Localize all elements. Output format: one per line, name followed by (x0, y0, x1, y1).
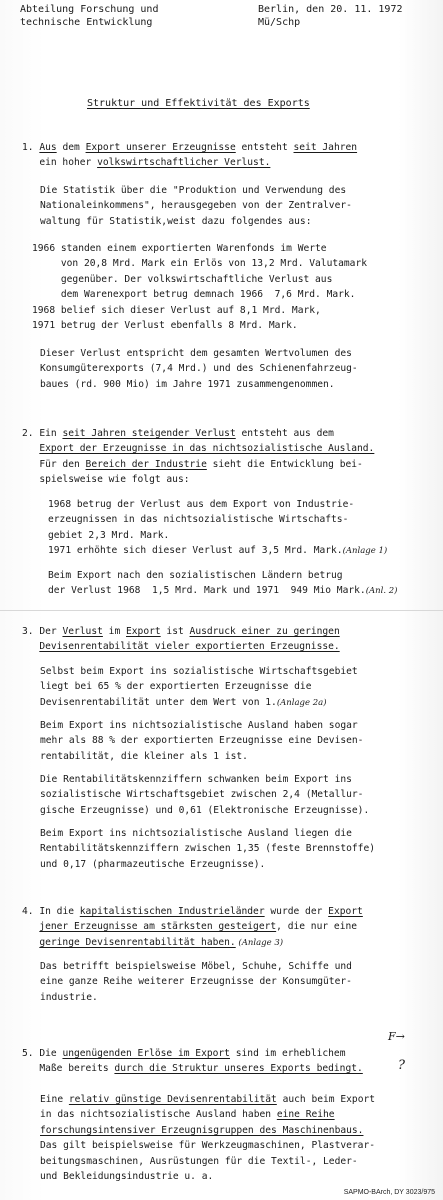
section-number: 2. (22, 428, 34, 439)
text-line: 1968 belief sich dieser Verlust auf 8,1 Mrd. Mark, (32, 304, 321, 316)
section-3-paragraph (40, 772, 369, 818)
text-line: 1971 erhöhte sich dieser Verlust auf 3,5 Mrd. Mark. (48, 545, 343, 557)
date-header (258, 4, 403, 29)
text-underlined: eine Reihe (276, 1109, 335, 1121)
heading-underlined: jener Erzeugnisse am stärksten gesteigert (39, 921, 277, 933)
text-line: Eine (40, 1094, 69, 1105)
text-line: der Verlust 1968 1,5 Mrd. Mark und 1971 949 Mio Mark. (48, 585, 366, 597)
text-line: mehr als 88 % der exportierten Erzeugnisse eine Devisen- (40, 735, 364, 747)
text-line: und 0,17 (pharmazeutische Erzeugnisse). (40, 858, 266, 870)
department-line: Abteilung Forschung und (20, 4, 159, 15)
text-line: erzeugnissen in das nichtsozialistische Wirtschafts- (48, 514, 349, 526)
text-line: gebiet 2,3 Mrd. Mark. (48, 529, 170, 541)
section-3-paragraph (40, 826, 375, 872)
section-2-heading (22, 426, 374, 488)
handwritten-annotation: (Anlage 1) (342, 546, 388, 557)
text-line: und Bekleidungsindustrie u. a. (40, 1171, 214, 1183)
text-underlined: forschungsintensiver Erzeugnisgruppen des Maschinenbaus. (40, 1124, 364, 1136)
text-line: industrie. (40, 991, 98, 1003)
heading-text: sind im erheblichem (229, 1048, 346, 1059)
heading-text: dem (56, 142, 86, 153)
heading-underlined: geringe Devisenrentabilität haben. (39, 936, 236, 948)
text-line: Das betrifft beispielsweise Möbel, Schuhe, Schiffe und (40, 961, 352, 972)
heading-text: ist (160, 626, 190, 637)
text-line: von 20,8 Mrd. Mark ein Erlös von 13,2 Mrd. Valutamark (32, 258, 368, 270)
heading-text: In die (39, 906, 80, 917)
text-line: Beim Export ins nichtsozialistische Ausland liegen die (40, 828, 352, 839)
text-underlined: relativ günstige Devisenrentabilität (68, 1094, 277, 1105)
text-line: auch beim Export (276, 1094, 376, 1105)
heading-underlined: Devisenrentabilität vieler exportierten Erzeugnisse. (39, 641, 340, 653)
handwritten-margin-note: F→ (388, 1030, 405, 1043)
heading-underlined: Verlust (62, 626, 103, 637)
text-line: Die Rentabilitätskennziffern schwanken beim Export ins (40, 774, 352, 785)
heading-underlined: volkswirtschaftlicher Verlust. (97, 157, 271, 169)
text-line: gische Erzeugnisse) und 0,61 (Elektronische Erzeugnisse). (40, 804, 370, 816)
text-line: Beim Export ins nichtsozialistische Ausland haben sogar (40, 720, 358, 731)
section-number: 1. (22, 142, 34, 153)
text-line: Das gilt beispielsweise für Werkzeugmaschinen, Plastverar- (40, 1140, 376, 1152)
text-line: Rentabilitätskennziffern zwischen 1,35 (feste Brennstoffe) (40, 843, 376, 855)
heading-underlined: durch die Struktur unseres Exports bedingt. (114, 1063, 363, 1075)
text-line: beitungsmaschinen, Ausrüstungen für die Textil-, Leder- (40, 1155, 358, 1167)
text-line: Konsumgüterexports (7,4 Mrd.) und des Schienenfahrzeug- (40, 363, 358, 375)
text-line: dem Warenexport betrug demnach 1966 7,6 Mrd. Mark. (32, 289, 356, 301)
heading-text: Maße bereits (39, 1063, 115, 1075)
section-4-heading (22, 904, 363, 951)
heading-text: Ein (39, 428, 63, 439)
handwritten-annotation: (Anlage 3) (235, 937, 284, 948)
section-3-paragraph (40, 718, 363, 764)
heading-underlined: Aus (39, 142, 57, 153)
text-line: Die Statistik über die "Produktion und Verwendung des (40, 185, 347, 196)
heading-text: sieht die Entwicklung bei- (206, 458, 363, 470)
heading-underlined: Bereich der Industrie (85, 458, 207, 470)
text-line: waltung für Statistik,weist dazu folgendes aus: (40, 215, 312, 227)
department-header (20, 4, 158, 29)
section-number: 5. (22, 1048, 34, 1059)
text-line: liegt bei 65 % der exportierten Erzeugnisse die (40, 681, 312, 693)
heading-text: ein hoher (39, 157, 98, 169)
section-1-paragraph (40, 183, 352, 229)
handwritten-question-mark: ? (398, 1058, 405, 1073)
text-line: in das nichtsozialistische Ausland haben (40, 1109, 277, 1121)
heading-underlined: Export (328, 906, 363, 917)
section-4-paragraph (40, 959, 352, 1005)
heading-text: , die nur eine (276, 921, 358, 933)
text-line: baues (rd. 900 Mio) im Jahre 1971 zusammengenommen. (40, 378, 335, 390)
reference-sign: Mü/Schp (258, 16, 301, 28)
handwritten-annotation: (Anl. 2) (365, 586, 398, 597)
section-2-industry (48, 497, 387, 560)
heading-text: Die (39, 1048, 63, 1059)
department-line: technische Entwicklung (20, 16, 153, 28)
section-5-paragraph (40, 1092, 375, 1184)
text-line: Dieser Verlust entspricht dem gesamten Wertvolumen des (40, 348, 352, 359)
document-title: Struktur und Effektivität des Exports (87, 98, 310, 109)
text-line: rentabilität, die kleiner als 1 ist. (40, 750, 248, 762)
text-line: 1966 standen einem exportierten Warenfonds im Werte (32, 243, 327, 254)
heading-underlined: seit Jahren steigender Verlust (62, 428, 236, 439)
section-number: 3. (22, 626, 34, 637)
text-line: gegenüber. Der volkswirtschaftliche Verlust aus (32, 273, 333, 285)
heading-underlined: Export unserer Erzeugnisse (85, 142, 236, 153)
heading-underlined: kapitalistischen Industrieländer (79, 906, 265, 917)
heading-underlined: Export der Erzeugnisse in das nichtsozialistische Ausland. (39, 443, 375, 455)
text-line: Devisenrentabilität unter dem Wert von 1. (40, 696, 277, 708)
handwritten-annotation: (Anlage 2a) (276, 697, 327, 708)
heading-underlined: ungenügenden Erlöse im Export (62, 1048, 230, 1059)
text-line: eine ganze Reihe weiterer Erzeugnisse der Konsumgüter- (40, 976, 352, 988)
section-3-heading (22, 624, 340, 655)
heading-text: Für den (39, 458, 86, 470)
text-line: Selbst beim Export ins sozialistische Wirtschaftsgebiet (40, 666, 358, 677)
heading-underlined: Ausdruck einer zu geringen (189, 626, 340, 637)
section-number: 4. (22, 906, 34, 917)
scan-page-break (0, 610, 443, 611)
text-line: 1968 betrug der Verlust aus dem Export von Industrie- (48, 499, 355, 510)
text-line: sozialistische Wirtschaftsgebiet zwischen 2,4 (Metallur- (40, 789, 364, 801)
section-1-paragraph (40, 346, 358, 392)
heading-text: entsteht aus dem (235, 428, 334, 439)
heading-underlined: Export (126, 626, 161, 637)
section-3-paragraph (40, 664, 358, 711)
archive-reference: SAPMO-BArch, DY 3023/975 (343, 1189, 435, 1196)
place-date: Berlin, den 20. 11. 1972 (258, 4, 403, 15)
text-line: 1971 betrug der Verlust ebenfalls 8 Mrd. Mark. (32, 320, 298, 332)
heading-text: spielsweise wie folgt aus: (39, 474, 190, 486)
heading-text: im (102, 626, 126, 637)
section-2-socialist (48, 568, 398, 600)
text-line: Nationaleinkommens", herausgegeben von der Zentralver- (40, 200, 352, 212)
heading-text: entsteht (235, 142, 294, 153)
heading-text: Der (39, 626, 63, 637)
text-line: Beim Export nach den sozialistischen Ländern betrug (48, 570, 343, 581)
heading-underlined: seit Jahren (293, 142, 358, 153)
section-1-heading (22, 140, 357, 171)
heading-text: wurde der (264, 906, 329, 917)
section-5-heading (22, 1046, 363, 1077)
section-1-statistics (32, 241, 367, 333)
